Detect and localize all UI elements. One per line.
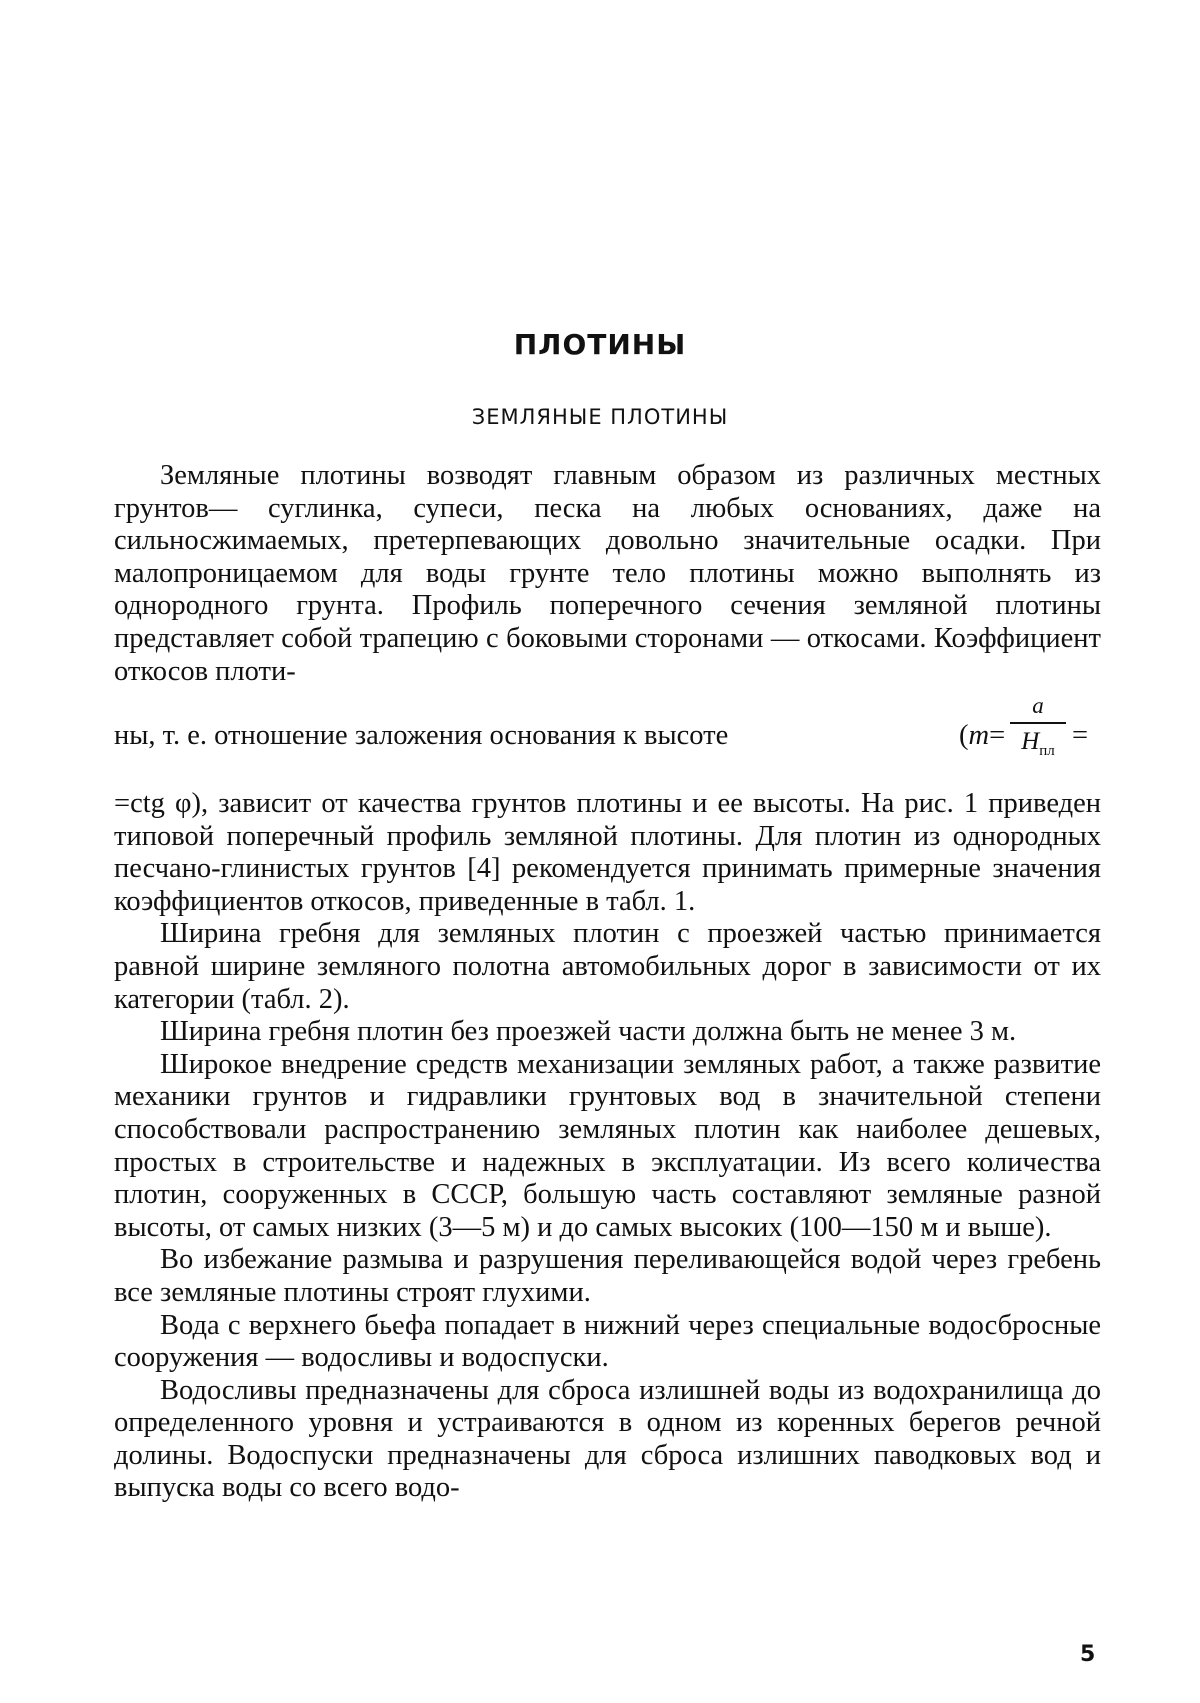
chapter-title: ПЛОТИНЫ xyxy=(513,328,687,361)
formula-left-side xyxy=(959,720,1005,752)
denominator-symbol: H xyxy=(1021,728,1040,755)
paragraph-spillway-structures: Вода с верхнего бьефа попадает в нижний через специальные водосбросные сооружения — водосливы и водоспуски. xyxy=(114,1309,1101,1374)
paragraph-crest-min: Ширина гребня плотин без проезжей части должна быть не менее 3 м. xyxy=(160,1016,1017,1048)
paragraph-formula-continuation: =ctg φ), зависит от качества грунтов плотины и ее высоты. На рис. 1 приведен типовой поперечный профиль земляной плотины. Для плотин из однородных песчано-глинистых грунтов [4] рекомендуется принимать примерные значения коэффициентов откосов, приведенные в табл. 1. xyxy=(114,788,1101,917)
page-number: 5 xyxy=(1080,1642,1096,1667)
fraction-denominator xyxy=(1010,728,1066,765)
paragraph-intro: Земляные плотины возводят главным образом из различных местных грунтов— суглинка, супеси, песка на любых основаниях, даже на сильносжимаемых, претерпевающих довольно значительные осадки. При малопроницаемом для воды грунте тело плотины можно выполнять из однородного грунта. Профиль поперечного сечения земляной плотины представляет собой трапецию с боковыми сторонами — откосами. Коэффициент откосов плоти- xyxy=(114,460,1101,687)
formula-lead-text: ны, т. е. отношение заложения основания к высоте xyxy=(114,720,729,751)
denominator-subscript: пл xyxy=(1039,743,1055,759)
fraction xyxy=(1010,693,1066,765)
text-block-main xyxy=(114,788,1101,1505)
section-title: ЗЕМЛЯНЫЕ ПЛОТИНЫ xyxy=(471,405,729,429)
variable-m: m xyxy=(968,720,990,751)
paragraph-spillways: Водосливы предназначены для сброса излишней воды из водохранилища до определенного уровня и устраиваются в одном из коренных берегов речной долины. Водоспуски предназначены для сброса излишних паводковых вод и выпуска воды со всего водо- xyxy=(114,1374,1101,1504)
equals-sign: = xyxy=(989,720,1006,751)
trailing-equals: = xyxy=(1072,720,1089,751)
text-block-intro xyxy=(114,460,1101,688)
fraction-numerator: a xyxy=(1032,693,1044,718)
paragraph-mechanization: Широкое внедрение средств механизации земляных работ, а также развитие механики грунтов и гидравлики грунтовых вод в значительной степени способствовали распространению земляных плотин как наиболее дешевых, простых в строительстве и надежных в эксплуатации. Из всего количества плотин, сооруженных в СССР, большую часть составляют земляные разной высоты, от самых низких (3—5 м) и до самых высоких (100—150 м и выше). xyxy=(114,1048,1101,1243)
open-paren: ( xyxy=(959,720,969,751)
paragraph-crest-width: Ширина гребня для земляных плотин с проезжей частью принимается равной ширине земляного полотна автомобильных дорог в зависимости от их категории (табл. 2). xyxy=(114,918,1101,1015)
formula-line xyxy=(114,693,1101,779)
paragraph-blind-dams: Во избежание размыва и разрушения переливающейся водой через гребень все земляные плотины строят глухими. xyxy=(114,1244,1101,1308)
fraction-bar xyxy=(1010,722,1066,724)
